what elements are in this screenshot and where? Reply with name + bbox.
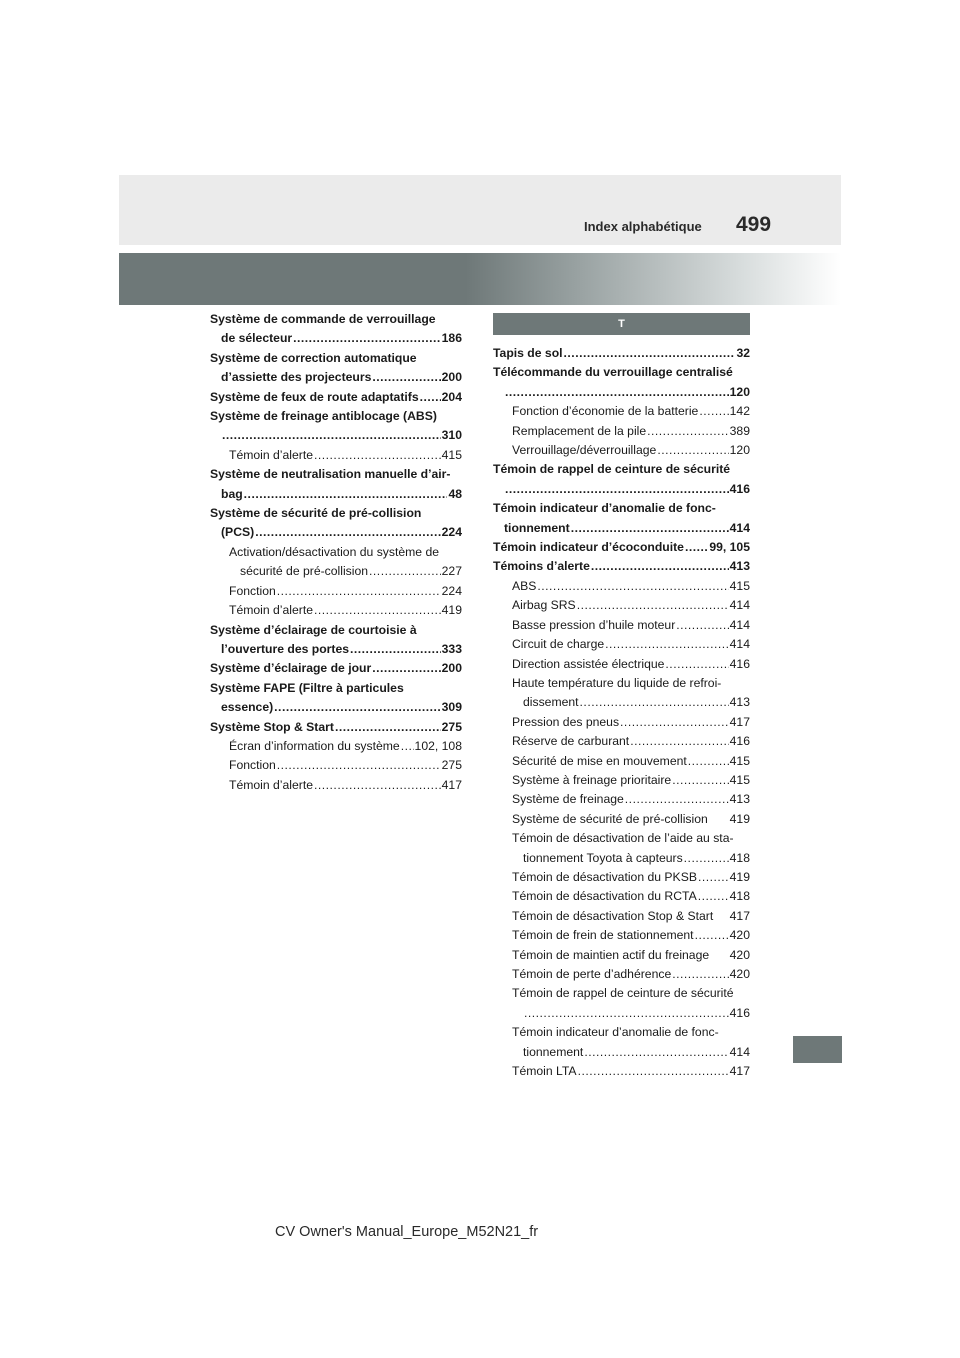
leader-dots <box>577 596 729 615</box>
entry-term: Témoin indicateur d’anomalie de fonc- <box>493 501 716 516</box>
entry-term: Système de freinage antiblocage (ABS) <box>210 409 437 424</box>
index-entry <box>210 465 462 504</box>
entry-term: d’assiette des projecteurs <box>221 370 372 385</box>
footer-manual-id: CV Owner's Manual_Europe_M52N21_fr <box>275 1224 539 1240</box>
entry-term: Système de commande de verrouillage <box>210 312 436 326</box>
entry-page-ref: 333 <box>441 641 462 656</box>
entry-page-ref: 224 <box>441 583 462 598</box>
entry-term: tionnement Toyota à capteurs <box>523 850 683 865</box>
entry-term: Système de sécurité de pré-collision <box>512 811 708 826</box>
leader-dots <box>372 659 440 678</box>
entry-term: Système FAPE (Filtre à particules <box>210 680 404 695</box>
entry-page-ref: 415 <box>729 753 750 768</box>
leader-dots <box>372 368 440 387</box>
entry-term: Système de neutralisation manuelle d’air- <box>210 467 451 482</box>
leader-dots <box>657 441 728 460</box>
index-column-right <box>493 344 750 1081</box>
index-subentry <box>210 446 462 465</box>
entry-page-ref: 417 <box>729 1064 750 1079</box>
index-subentry <box>493 422 750 441</box>
leader-dots <box>274 698 440 717</box>
leader-dots <box>688 752 729 771</box>
entry-page-ref: 309 <box>441 700 462 715</box>
index-subentry <box>493 441 750 460</box>
leader-dots <box>684 849 729 868</box>
entry-term: Témoin de rappel de ceinture de sécurité <box>512 986 734 1001</box>
index-entry <box>493 363 750 402</box>
entry-page-ref: 418 <box>729 889 750 904</box>
entry-page-ref: 416 <box>729 1005 750 1020</box>
entry-page-ref: 413 <box>729 559 750 574</box>
entry-term: Remplacement de la pile <box>512 423 647 438</box>
index-subentry <box>493 887 750 906</box>
entry-term: Témoin de frein de stationnement <box>512 928 694 943</box>
index-entry <box>493 499 750 538</box>
entry-term: Verrouillage/déverrouillage <box>512 443 657 458</box>
entry-term: Témoin de rappel de ceinture de sécurité <box>493 462 731 477</box>
leader-dots <box>277 582 441 601</box>
leader-dots <box>244 485 448 504</box>
index-subentry <box>210 582 462 601</box>
index-subentry <box>493 771 750 790</box>
index-subentry <box>493 829 750 868</box>
leader-dots <box>369 562 441 581</box>
index-entry <box>493 460 750 499</box>
entry-page-ref: 415 <box>729 772 750 787</box>
index-entry <box>493 557 750 576</box>
index-subentry <box>493 868 750 887</box>
section-title: Index alphabétique <box>584 219 702 234</box>
index-subentry <box>493 402 750 421</box>
entry-term: Direction assistée électrique <box>512 656 665 671</box>
entry-page-ref: 204 <box>441 389 462 404</box>
entry-page-ref: 99, 105 <box>709 540 750 555</box>
entry-page-ref: 186 <box>441 331 462 346</box>
entry-page-ref: 120 <box>729 443 750 458</box>
leader-dots <box>524 1004 729 1023</box>
leader-dots <box>699 402 728 421</box>
index-subentry <box>210 776 462 795</box>
entry-page-ref: 224 <box>441 525 462 540</box>
entry-term: Témoin d’alerte <box>229 777 313 792</box>
entry-page-ref: 417 <box>729 714 750 729</box>
page-number: 499 <box>736 213 772 236</box>
leader-dots <box>420 388 441 407</box>
index-entry <box>210 679 462 718</box>
entry-term: Témoin de désactivation du RCTA <box>512 889 697 904</box>
entry-page-ref: 416 <box>729 656 750 671</box>
leader-dots <box>293 329 441 348</box>
entry-term: Témoin d’alerte <box>229 603 313 618</box>
leader-dots <box>672 965 728 984</box>
entry-term: ABS <box>512 578 537 593</box>
index-subentry <box>493 965 750 984</box>
index-subentry <box>493 984 750 1023</box>
leader-dots <box>222 426 441 445</box>
leader-dots <box>350 640 441 659</box>
index-subentry <box>493 926 750 945</box>
leader-dots <box>578 1062 729 1081</box>
entry-page-ref: 417 <box>729 908 750 923</box>
entry-page-ref: 413 <box>729 792 750 807</box>
leader-dots <box>605 635 729 654</box>
leader-dots <box>335 718 441 737</box>
index-subentry <box>210 737 462 756</box>
entry-page-ref: 419 <box>729 811 750 826</box>
index-subentry <box>493 946 750 965</box>
index-subentry <box>210 543 462 582</box>
index-subentry <box>493 790 750 809</box>
entry-term: (PCS) <box>221 525 255 540</box>
leader-dots <box>505 383 729 402</box>
entry-term: tionnement <box>523 1044 584 1059</box>
entry-term: sécurité de pré-collision <box>240 564 369 579</box>
entry-term: Témoin de désactivation Stop & Start <box>512 908 714 923</box>
section-gradient-bar <box>119 253 841 305</box>
index-subentry <box>493 752 750 771</box>
index-subentry <box>493 810 750 829</box>
entry-page-ref: 420 <box>729 928 750 943</box>
entry-term: Témoins d’alerte <box>493 559 590 574</box>
index-subentry <box>493 713 750 732</box>
leader-dots <box>591 557 729 576</box>
entry-term: Activation/désactivation du système de <box>229 544 440 559</box>
entry-page-ref: 200 <box>441 370 462 385</box>
index-entry <box>493 538 750 557</box>
entry-page-ref: 200 <box>441 661 462 676</box>
index-subentry <box>493 655 750 674</box>
index-entry <box>210 388 462 407</box>
entry-page-ref: 102, 108 <box>414 738 462 753</box>
index-subentry <box>493 907 750 926</box>
leader-dots <box>630 732 728 751</box>
entry-term: dissement <box>523 695 579 710</box>
index-entry <box>210 504 462 543</box>
entry-term: essence) <box>221 700 274 715</box>
leader-dots <box>505 480 729 499</box>
entry-term: Témoin de perte d’adhérence <box>512 967 672 981</box>
leader-dots <box>255 523 440 542</box>
entry-page-ref: 418 <box>729 850 750 865</box>
entry-term: Témoin de désactivation de l’aide au sta- <box>512 831 734 846</box>
entry-term: l’ouverture des portes <box>221 641 350 656</box>
leader-dots <box>277 756 441 775</box>
index-entry <box>210 718 462 737</box>
entry-term: Haute température du liquide de refroi- <box>512 675 722 690</box>
entry-page-ref: 32 <box>736 346 750 360</box>
entry-term: Témoin LTA <box>512 1064 577 1079</box>
leader-dots <box>698 887 729 906</box>
entry-term: Témoin indicateur d’écoconduite <box>493 540 684 555</box>
index-entry <box>210 407 462 446</box>
index-entry <box>210 659 462 678</box>
index-column-left <box>210 310 462 795</box>
leader-dots <box>685 538 708 557</box>
leader-dots <box>672 771 728 790</box>
index-subentry <box>493 635 750 654</box>
entry-page-ref: 415 <box>441 447 462 462</box>
leader-dots <box>647 422 729 441</box>
index-subentry <box>493 596 750 615</box>
entry-term: Témoin d’alerte <box>229 447 313 462</box>
entry-term: Airbag SRS <box>512 598 576 613</box>
entry-page-ref: 414 <box>729 520 750 535</box>
entry-page-ref: 419 <box>441 603 462 618</box>
entry-term: Tapis de sol <box>493 346 563 360</box>
leader-dots <box>314 601 441 620</box>
entry-term: Système d’éclairage de courtoisie à <box>210 622 417 637</box>
entry-page-ref: 275 <box>441 758 462 773</box>
leader-dots <box>584 1043 728 1062</box>
leader-dots <box>625 790 729 809</box>
index-subentry <box>493 732 750 751</box>
entry-term: Système de freinage <box>512 792 624 807</box>
entry-term: Fonction <box>229 583 276 598</box>
leader-dots <box>695 926 729 945</box>
index-subentry <box>493 1023 750 1062</box>
entry-term: tionnement <box>504 520 570 535</box>
entry-term: bag <box>221 486 243 501</box>
entry-term: Système de sécurité de pré-collision <box>210 506 422 521</box>
entry-page-ref: 414 <box>729 637 750 652</box>
entry-page-ref: 415 <box>729 578 750 593</box>
entry-term: Écran d’information du système <box>229 738 400 753</box>
entry-term: Système Stop & Start <box>210 719 334 734</box>
entry-term: Télécommande du verrouillage centralisé <box>493 365 733 380</box>
entry-page-ref: 419 <box>729 869 750 884</box>
entry-page-ref: 275 <box>441 719 462 734</box>
index-entry <box>210 621 462 660</box>
entry-term: Témoin de désactivation du PKSB <box>512 869 697 884</box>
entry-term: Circuit de charge <box>512 637 605 652</box>
entry-term: Système de correction automatique <box>210 350 417 365</box>
entry-term: Sécurité de mise en mouvement <box>512 753 687 768</box>
entry-term: Pression des pneus <box>512 714 620 729</box>
entry-page-ref: 120 <box>729 384 750 399</box>
index-subentry <box>493 1062 750 1081</box>
index-subentry <box>210 601 462 620</box>
index-entry <box>210 349 462 388</box>
entry-term: Témoin indicateur d’anomalie de fonc- <box>512 1025 719 1040</box>
entry-page-ref: 414 <box>729 598 750 613</box>
leader-dots <box>676 616 728 635</box>
entry-term: Basse pression d’huile moteur <box>512 617 676 632</box>
header-band <box>119 175 841 245</box>
entry-page-ref: 416 <box>729 734 750 749</box>
index-subentry <box>493 616 750 635</box>
entry-page-ref: 413 <box>729 695 750 710</box>
entry-page-ref: 416 <box>729 481 750 496</box>
index-entry <box>210 310 462 349</box>
entry-page-ref: 48 <box>448 486 462 501</box>
entry-page-ref: 414 <box>729 617 750 632</box>
leader-dots <box>571 519 729 538</box>
leader-dots <box>314 776 441 795</box>
leader-dots <box>620 713 729 732</box>
entry-page-ref: 414 <box>729 1044 750 1059</box>
leader-dots <box>401 737 414 756</box>
leader-dots <box>564 344 736 363</box>
entry-page-ref: 420 <box>729 947 750 962</box>
leader-dots <box>314 446 441 465</box>
entry-page-ref: 227 <box>441 564 462 579</box>
leader-dots <box>580 693 729 712</box>
letter-header-t: T <box>493 313 750 335</box>
chapter-tab-marker <box>793 1036 842 1063</box>
entry-term: Système d’éclairage de jour <box>210 661 372 676</box>
entry-term: Système de feux de route adaptatifs <box>210 389 419 404</box>
entry-page-ref: 389 <box>729 423 750 438</box>
entry-page-ref: 420 <box>729 967 750 981</box>
entry-page-ref: 417 <box>441 777 462 792</box>
entry-term: Fonction <box>229 758 276 773</box>
index-entry <box>493 344 750 363</box>
entry-term: de sélecteur <box>221 331 293 346</box>
index-subentry <box>493 674 750 713</box>
entry-term: Système à freinage prioritaire <box>512 772 672 787</box>
index-subentry <box>210 756 462 775</box>
entry-page-ref: 310 <box>441 428 462 443</box>
entry-term: Fonction d’économie de la batterie <box>512 404 699 419</box>
entry-page-ref: 142 <box>729 404 750 419</box>
entry-term: Témoin de maintien actif du freinage <box>512 947 710 962</box>
leader-dots <box>698 868 729 887</box>
index-subentry <box>493 577 750 596</box>
leader-dots <box>665 655 728 674</box>
leader-dots <box>537 577 728 596</box>
entry-term: Réserve de carburant <box>512 734 630 749</box>
